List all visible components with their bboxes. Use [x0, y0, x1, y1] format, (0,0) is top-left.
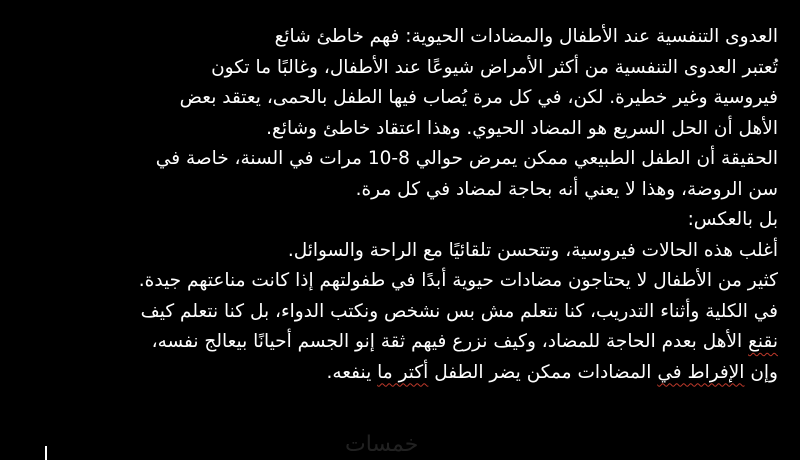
document-title-line: العدوى التنفسية عند الأطفال والمضادات الحيوية: فهم خاطئ شائع	[274, 26, 778, 47]
paragraph-line-spellcheck: وإن الإفراط في المضادات ممكن يضر الطفل أكتر ما ينفعه.	[326, 361, 778, 383]
paragraph-line-spellcheck: نقنع الأهل بعدم الحاجة للمضاد، وكيف نزرع فيهم ثقة إنو الجسم أحيانًا بيعالج نفسه،	[151, 331, 778, 352]
paragraph-line: تُعتبر العدوى التنفسية من أكثر الأمراض شيوعًا عند الأطفال، وغالبًا ما تكون	[211, 56, 778, 78]
spellcheck-flagged-word[interactable]: نقنع	[748, 331, 778, 352]
spellcheck-flagged-word[interactable]: أكتر ما	[377, 361, 429, 383]
paragraph-line: الأهل أن الحل السريع هو المضاد الحيوي. وهذا اعتقاد خاطئ وشائع.	[266, 117, 778, 139]
watermark-logo: خمسات	[345, 432, 419, 457]
paragraph-line: كثير من الأطفال لا يحتاجون مضادات حيوية أبدًا في طفولتهم إذا كانت مناعتهم جيدة.	[138, 270, 778, 291]
paragraph-line: أغلب هذه الحالات فيروسية، وتتحسن تلقائيًا مع الراحة والسوائل.	[287, 239, 778, 261]
paragraph-line: فيروسية وغير خطيرة. لكن، في كل مرة يُصاب فيها الطفل بالحمى، يعتقد بعض	[179, 87, 778, 108]
text-cursor	[45, 446, 47, 460]
paragraph-line: الحقيقة أن الطفل الطبيعي ممكن يمرض حوالي 8-10 مرات في السنة، خاصة في	[155, 148, 778, 169]
document-text-body[interactable]	[18, 22, 778, 388]
paragraph-line: في الكلية وأثناء التدريب، كنا نتعلم مش بس نشخص ونكتب الدواء، بل كنا نتعلم كيف	[140, 300, 778, 322]
paragraph-line: بل بالعكس:	[687, 209, 778, 230]
paragraph-line: سن الروضة، وهذا لا يعني أنه بحاجة لمضاد في كل مرة.	[355, 178, 778, 200]
spellcheck-flagged-word[interactable]: الإفراط في	[657, 361, 745, 383]
